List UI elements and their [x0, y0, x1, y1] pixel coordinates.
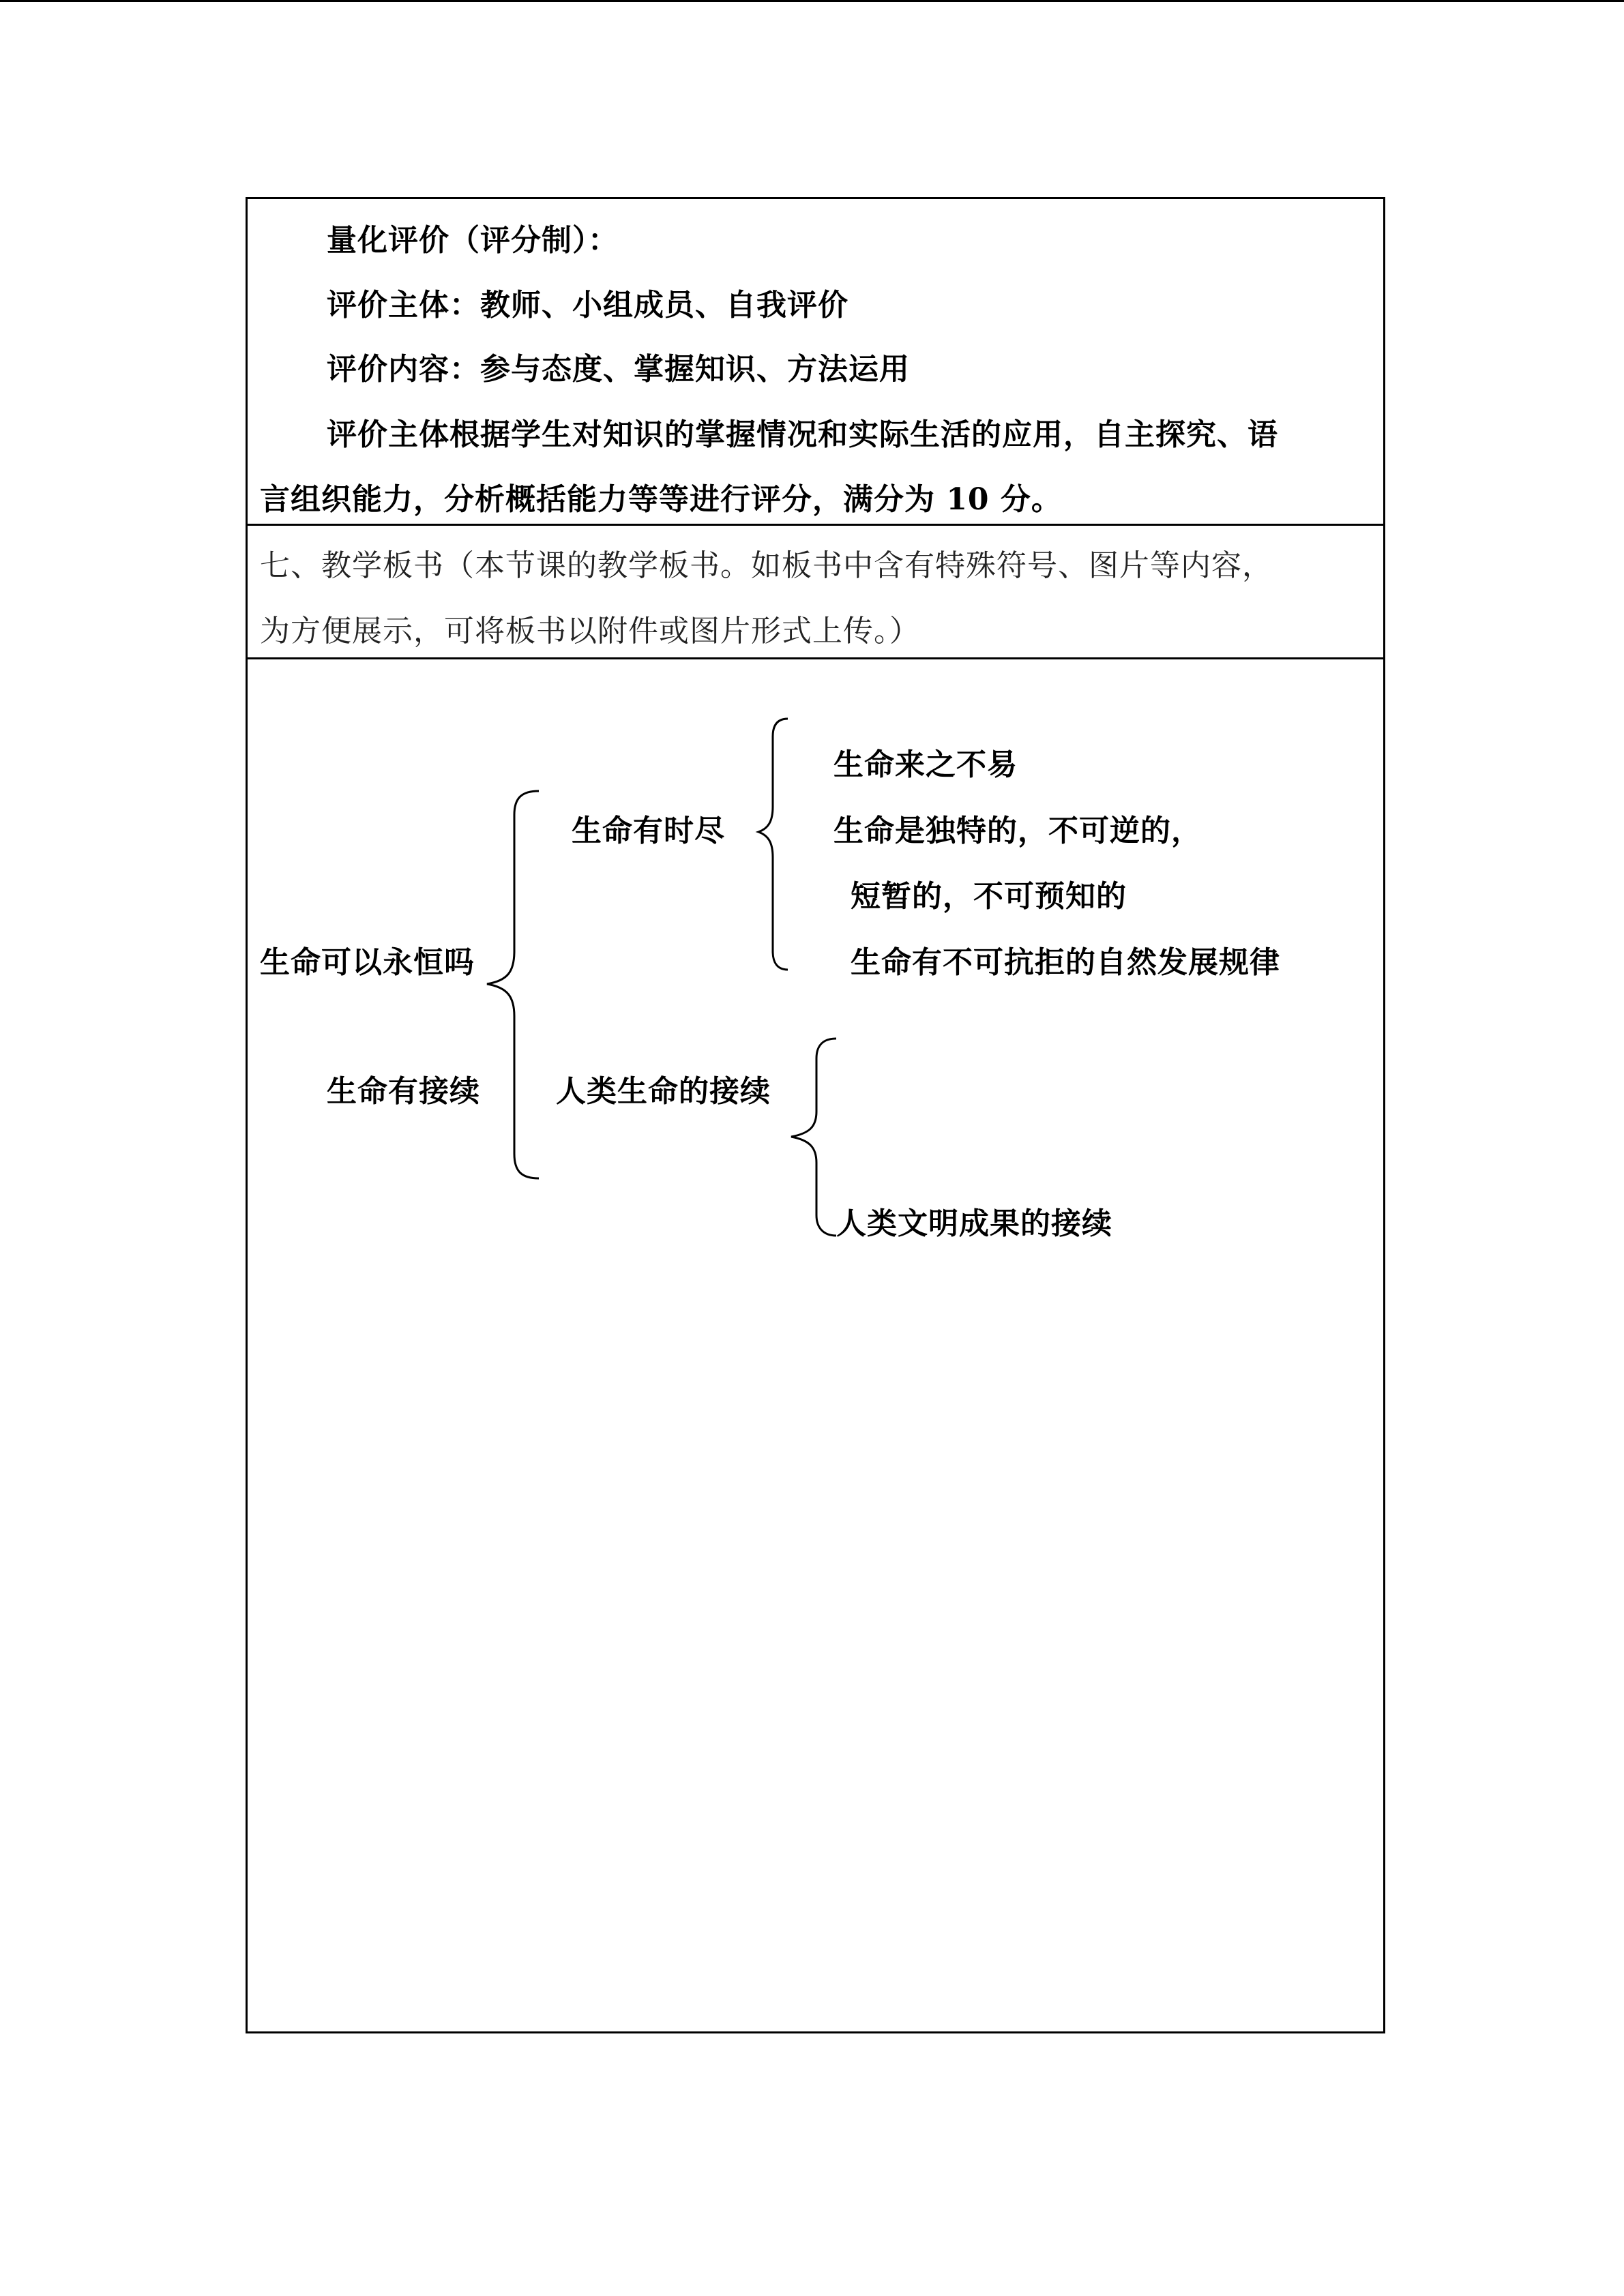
section7-heading-line2: 为方便展示，可将板书以附件或图片形式上传。） — [260, 614, 920, 648]
evaluation-subjects: 评价主体：教师、小组成员、自我评价 — [327, 288, 848, 323]
evaluation-content: 评价内容：参与态度、掌握知识、方法运用 — [327, 352, 910, 387]
board-root: 生命可以永恒吗 — [260, 945, 475, 980]
board-branch2-mid: 人类生命的接续 — [556, 1074, 771, 1109]
branch1-item: 生命来之不易 — [833, 747, 1018, 782]
evaluation-heading: 量化评价（评分制）： — [327, 223, 619, 258]
root-brace — [487, 791, 539, 1178]
section7-heading-line1: 七、教学板书（本节课的教学板书。如板书中含有特殊符号、图片等内容， — [260, 548, 1273, 583]
branch1-item: 生命有不可抗拒的自然发展规律 — [851, 945, 1280, 980]
evaluation-description-line1: 评价主体根据学生对知识的掌握情况和实际生活的应用，自主探究、语 — [327, 417, 1278, 452]
evaluation-description-line2: 言组织能力，分析概括能力等等进行评分，满分为 10 分。 — [260, 482, 1062, 517]
branch2-item: 人类文明成果的接续 — [836, 1206, 1112, 1241]
branch1-item: 生命是独特的，不可逆的， — [833, 814, 1202, 848]
board-branch2: 生命有接续 — [327, 1074, 480, 1109]
branch2-brace — [791, 1039, 836, 1236]
branch1-item: 短暂的，不可预知的 — [851, 879, 1127, 914]
board-branch1: 生命有时尽 — [572, 814, 725, 848]
branch1-brace — [758, 719, 788, 970]
